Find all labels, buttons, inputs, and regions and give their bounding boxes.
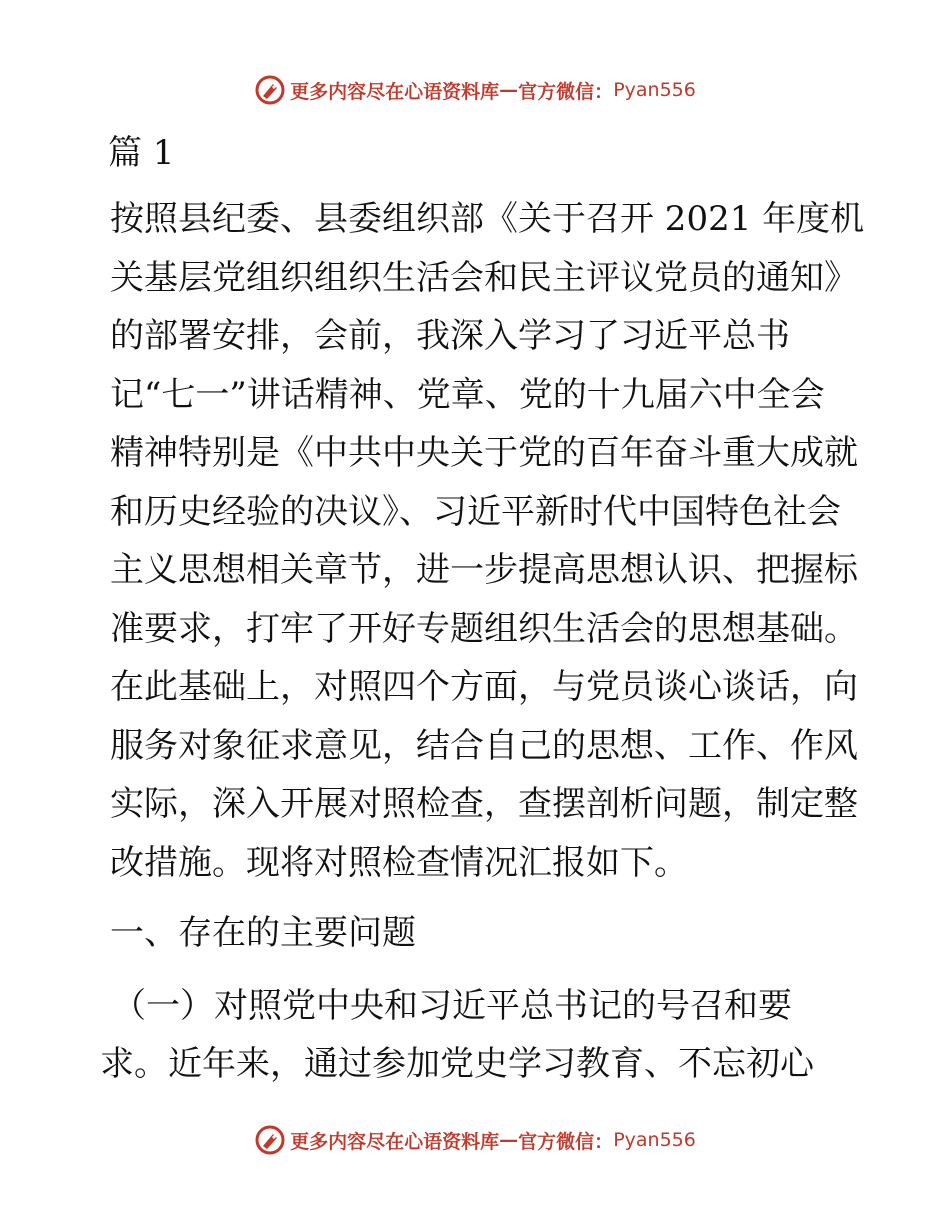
- pen-nib-logo-icon: [254, 1124, 286, 1156]
- chapter-label: 篇 1: [108, 133, 175, 173]
- watermark-footer: [0, 1122, 950, 1158]
- watermark-official: 官方微信：: [518, 1130, 614, 1153]
- text-line: 关基层党组织组织生活会和民主评议党员的通知》: [110, 257, 858, 298]
- text-line: 主义思想相关章节，进一步提高思想认识、把握标: [110, 550, 858, 590]
- text-line: 求。近年来，通过参加党史学习教育、不忘初心: [100, 1044, 814, 1084]
- text-line: 服务对象征求意见，结合自己的思想、工作、作风: [110, 725, 858, 766]
- text-line: 改措施。现将对照检查情况汇报如下。: [110, 842, 688, 883]
- watermark-wechat: Pyan556: [613, 79, 696, 101]
- watermark-header: [0, 72, 950, 108]
- intro-paragraph: [100, 190, 865, 892]
- text-line: 和历史经验的决议》、习近平新时代中国特色社会: [110, 491, 841, 532]
- text-line: 在此基础上，对照四个方面，与党员谈心谈话，向: [110, 667, 858, 707]
- text-line: 记“七一”讲话精神、党章、党的十九届六中全会: [110, 374, 825, 415]
- text-line: 实际，深入开展对照检查，查摆剖析问题，制定整: [110, 784, 858, 824]
- watermark-wechat: Pyan556: [613, 1129, 696, 1151]
- watermark-brand: 更多内容尽在心语资料库: [290, 80, 500, 103]
- pen-nib-logo-icon: [254, 74, 286, 106]
- text-line: 精神特别是《中共中央关于党的百年奋斗重大成就: [110, 433, 858, 473]
- text-line: 按照县纪委、县委组织部《关于召开 2021 年度机: [110, 199, 865, 239]
- subsection-paragraph: [100, 977, 852, 1094]
- section-title: 一、存在的主要问题: [110, 913, 416, 953]
- text-line: 准要求，打牢了开好专题组织生活会的思想基础。: [110, 608, 858, 649]
- watermark-separator: —: [499, 1129, 519, 1151]
- watermark-official: 官方微信：: [518, 80, 614, 103]
- text-line: 的部署安排，会前，我深入学习了习近平总书: [110, 316, 790, 356]
- watermark-brand: 更多内容尽在心语资料库: [290, 1130, 500, 1153]
- document-body: [100, 118, 865, 1094]
- watermark-separator: —: [499, 79, 519, 101]
- text-line: （一）对照党中央和习近平总书记的号召和要: [112, 985, 792, 1026]
